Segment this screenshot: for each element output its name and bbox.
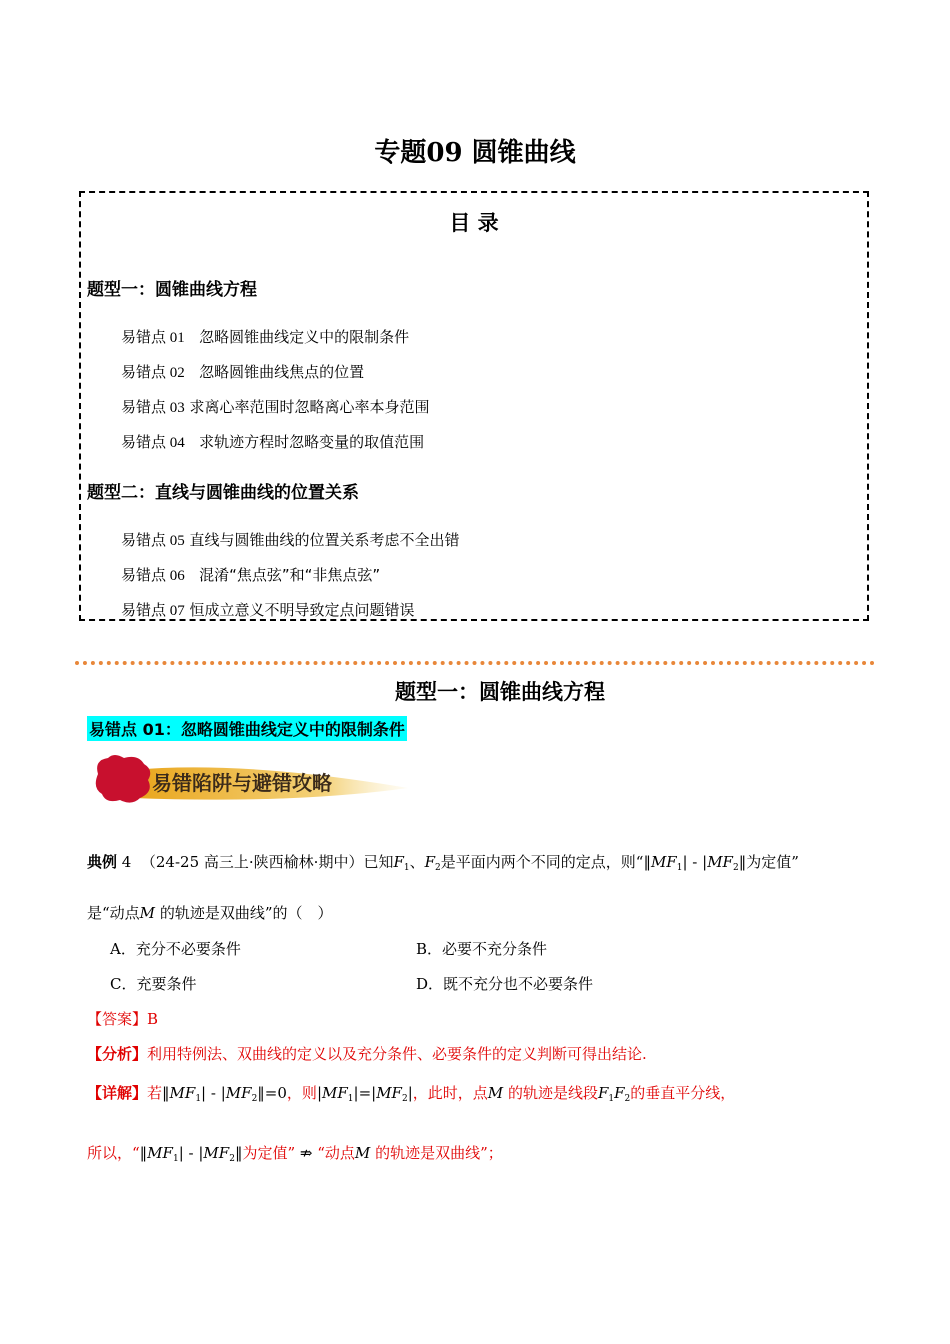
conclusion-text: 为定值” [242,1144,296,1162]
math-var: F [424,853,436,871]
toc-item-text: 忽略圆锥曲线定义中的限制条件 [199,328,410,346]
example-line-1: 典例 4 （24-25 高三上·陕西榆林·期中）已知$F_1$、$F_2$是平面内两个不同的定点，则“$‖MF_1|$ - $|MF_2‖$为定值” [87,853,799,873]
math-var: MF [650,853,677,871]
toc-item[interactable] [121,599,415,620]
math-abs-expression: $‖MF_1|$ - $|MF_2‖$ [643,853,747,873]
math-sub: 1 [347,1094,354,1104]
math-sub: 2 [401,1094,408,1104]
toc-gap [185,363,199,381]
analysis-label: 【分析】 [87,1045,148,1063]
math-op: - [692,853,698,871]
toc-gap [185,566,199,584]
detail-text: 的轨迹是线段 [507,1084,598,1102]
math-var: MF [322,1084,348,1102]
math-sub: 1 [676,863,683,873]
option-c[interactable]: C．充要条件 [110,975,197,993]
analysis-text: 利用特例法、双曲线的定义以及充分条件、必要条件的定义判断可得出结论. [147,1045,647,1063]
math-abs-expression: $‖MF_1|$ - $|MF_2‖$ [139,1144,243,1164]
page-title: 专题09 圆锥曲线 [374,138,576,168]
conclusion-text: 所以，“ [87,1144,140,1162]
toc-item-text: 直线与圆锥曲线的位置关系考虑不全出错 [189,531,460,549]
table-of-contents [79,191,869,621]
math-sub: 1 [172,1154,179,1164]
section-divider [75,661,875,665]
toc-section-1: 题型一：圆锥曲线方程 [87,280,257,300]
math-op: - [188,1144,194,1162]
not-implies-symbol: ⇏ [299,1144,313,1162]
toc-item-text: 忽略圆锥曲线焦点的位置 [199,363,365,381]
math-var: MF [376,1084,402,1102]
toc-item-num: 易错点 07 [121,603,185,619]
answer-line [87,1008,158,1029]
math-sub: 1 [403,863,410,873]
conclusion-text: 的轨迹是双曲线”； [375,1144,503,1162]
toc-item-num: 易错点 02 [121,365,185,381]
math-var: M [354,1144,371,1162]
toc-item-text: 求轨迹方程时忽略变量的取值范围 [199,433,425,451]
toc-item-num: 易错点 06 [121,568,185,584]
example-text: 是“动点 [87,904,140,922]
math-abs-expression: $‖MF_1|$ - $|MF_2‖=0$ [162,1084,287,1104]
detail-text: ，此时，点 [412,1084,488,1102]
toc-item-num: 易错点 05 [121,533,185,549]
option-b[interactable]: B．必要不充分条件 [416,940,548,958]
toc-item[interactable] [121,326,409,347]
math-sub: 1 [195,1094,202,1104]
toc-item-text: 求离心率范围时忽略离心率本身范围 [189,398,430,416]
example-text: 为定值” [746,853,799,871]
math-sub: 2 [732,863,739,873]
math-var: M [487,1084,504,1102]
detail-text: 若 [147,1084,163,1102]
math-var: MF [147,1144,173,1162]
toc-item[interactable] [121,529,460,550]
conclusion-line [87,1142,503,1164]
detail-text: 的垂直平分线， [630,1084,736,1102]
banner-text: 易错陷阱与避错攻略 [152,771,332,795]
section-title: 题型一：圆锥曲线方程 [395,680,605,704]
math-var: MF [707,853,733,871]
math-op: - [210,1084,216,1102]
math-sub: 2 [435,863,441,873]
math-equality: $|MF_1|=|MF_2|$ [316,1084,413,1104]
toc-gap [185,433,199,451]
option-d[interactable]: D．既不充分也不必要条件 [416,975,594,993]
toc-item-num: 易错点 03 [121,400,185,416]
math-sub: 1 [608,1094,615,1104]
example-line-2 [87,902,332,923]
math-sub: 2 [624,1094,631,1104]
example-label: 典例 [87,853,118,871]
toc-item-num: 易错点 01 [121,330,185,346]
math-sub: 2 [251,1094,258,1104]
detail-line [87,1082,735,1104]
math-eq: =0 [264,1084,287,1102]
analysis-line [87,1043,647,1064]
math-var: M [139,904,156,922]
toc-item[interactable] [121,564,380,585]
toc-item-text: 混淆“焦点弦”和“非焦点弦” [199,566,381,584]
toc-item-text: 恒成立意义不明导致定点问题错误 [189,601,415,619]
example-number: 4 [121,853,132,871]
math-var: MF [169,1084,196,1102]
example-text: 是平面内两个不同的定点，则“ [440,853,644,871]
answer-label: 【答案】 [87,1010,148,1028]
math-sub: 2 [229,1154,235,1164]
toc-gap [185,328,199,346]
detail-label: 【详解】 [87,1084,148,1102]
example-source: （24-25 高三上·陕西榆林·期中）已知 [140,853,394,871]
math-var: MF [203,1144,230,1162]
math-var: MF [225,1084,252,1102]
toc-item[interactable] [121,396,430,417]
detail-text: ，则 [286,1084,317,1102]
math-var: F [614,1084,625,1102]
example-text: 的轨迹是双曲线”的（ ） [159,904,333,922]
conclusion-text: “动点 [317,1144,355,1162]
option-a[interactable]: A．充分不必要条件 [110,940,241,958]
toc-heading: 目 录 [449,211,499,235]
toc-item[interactable] [121,361,364,382]
toc-item[interactable] [121,431,424,452]
toc-item-num: 易错点 04 [121,435,185,451]
math-var: F [393,853,404,871]
highlighted-subtitle: 易错点 01：忽略圆锥曲线定义中的限制条件 [87,716,407,741]
math-var: F [597,1084,609,1102]
toc-section-2: 题型二：直线与圆锥曲线的位置关系 [87,483,359,503]
answer-value: B [147,1010,159,1028]
